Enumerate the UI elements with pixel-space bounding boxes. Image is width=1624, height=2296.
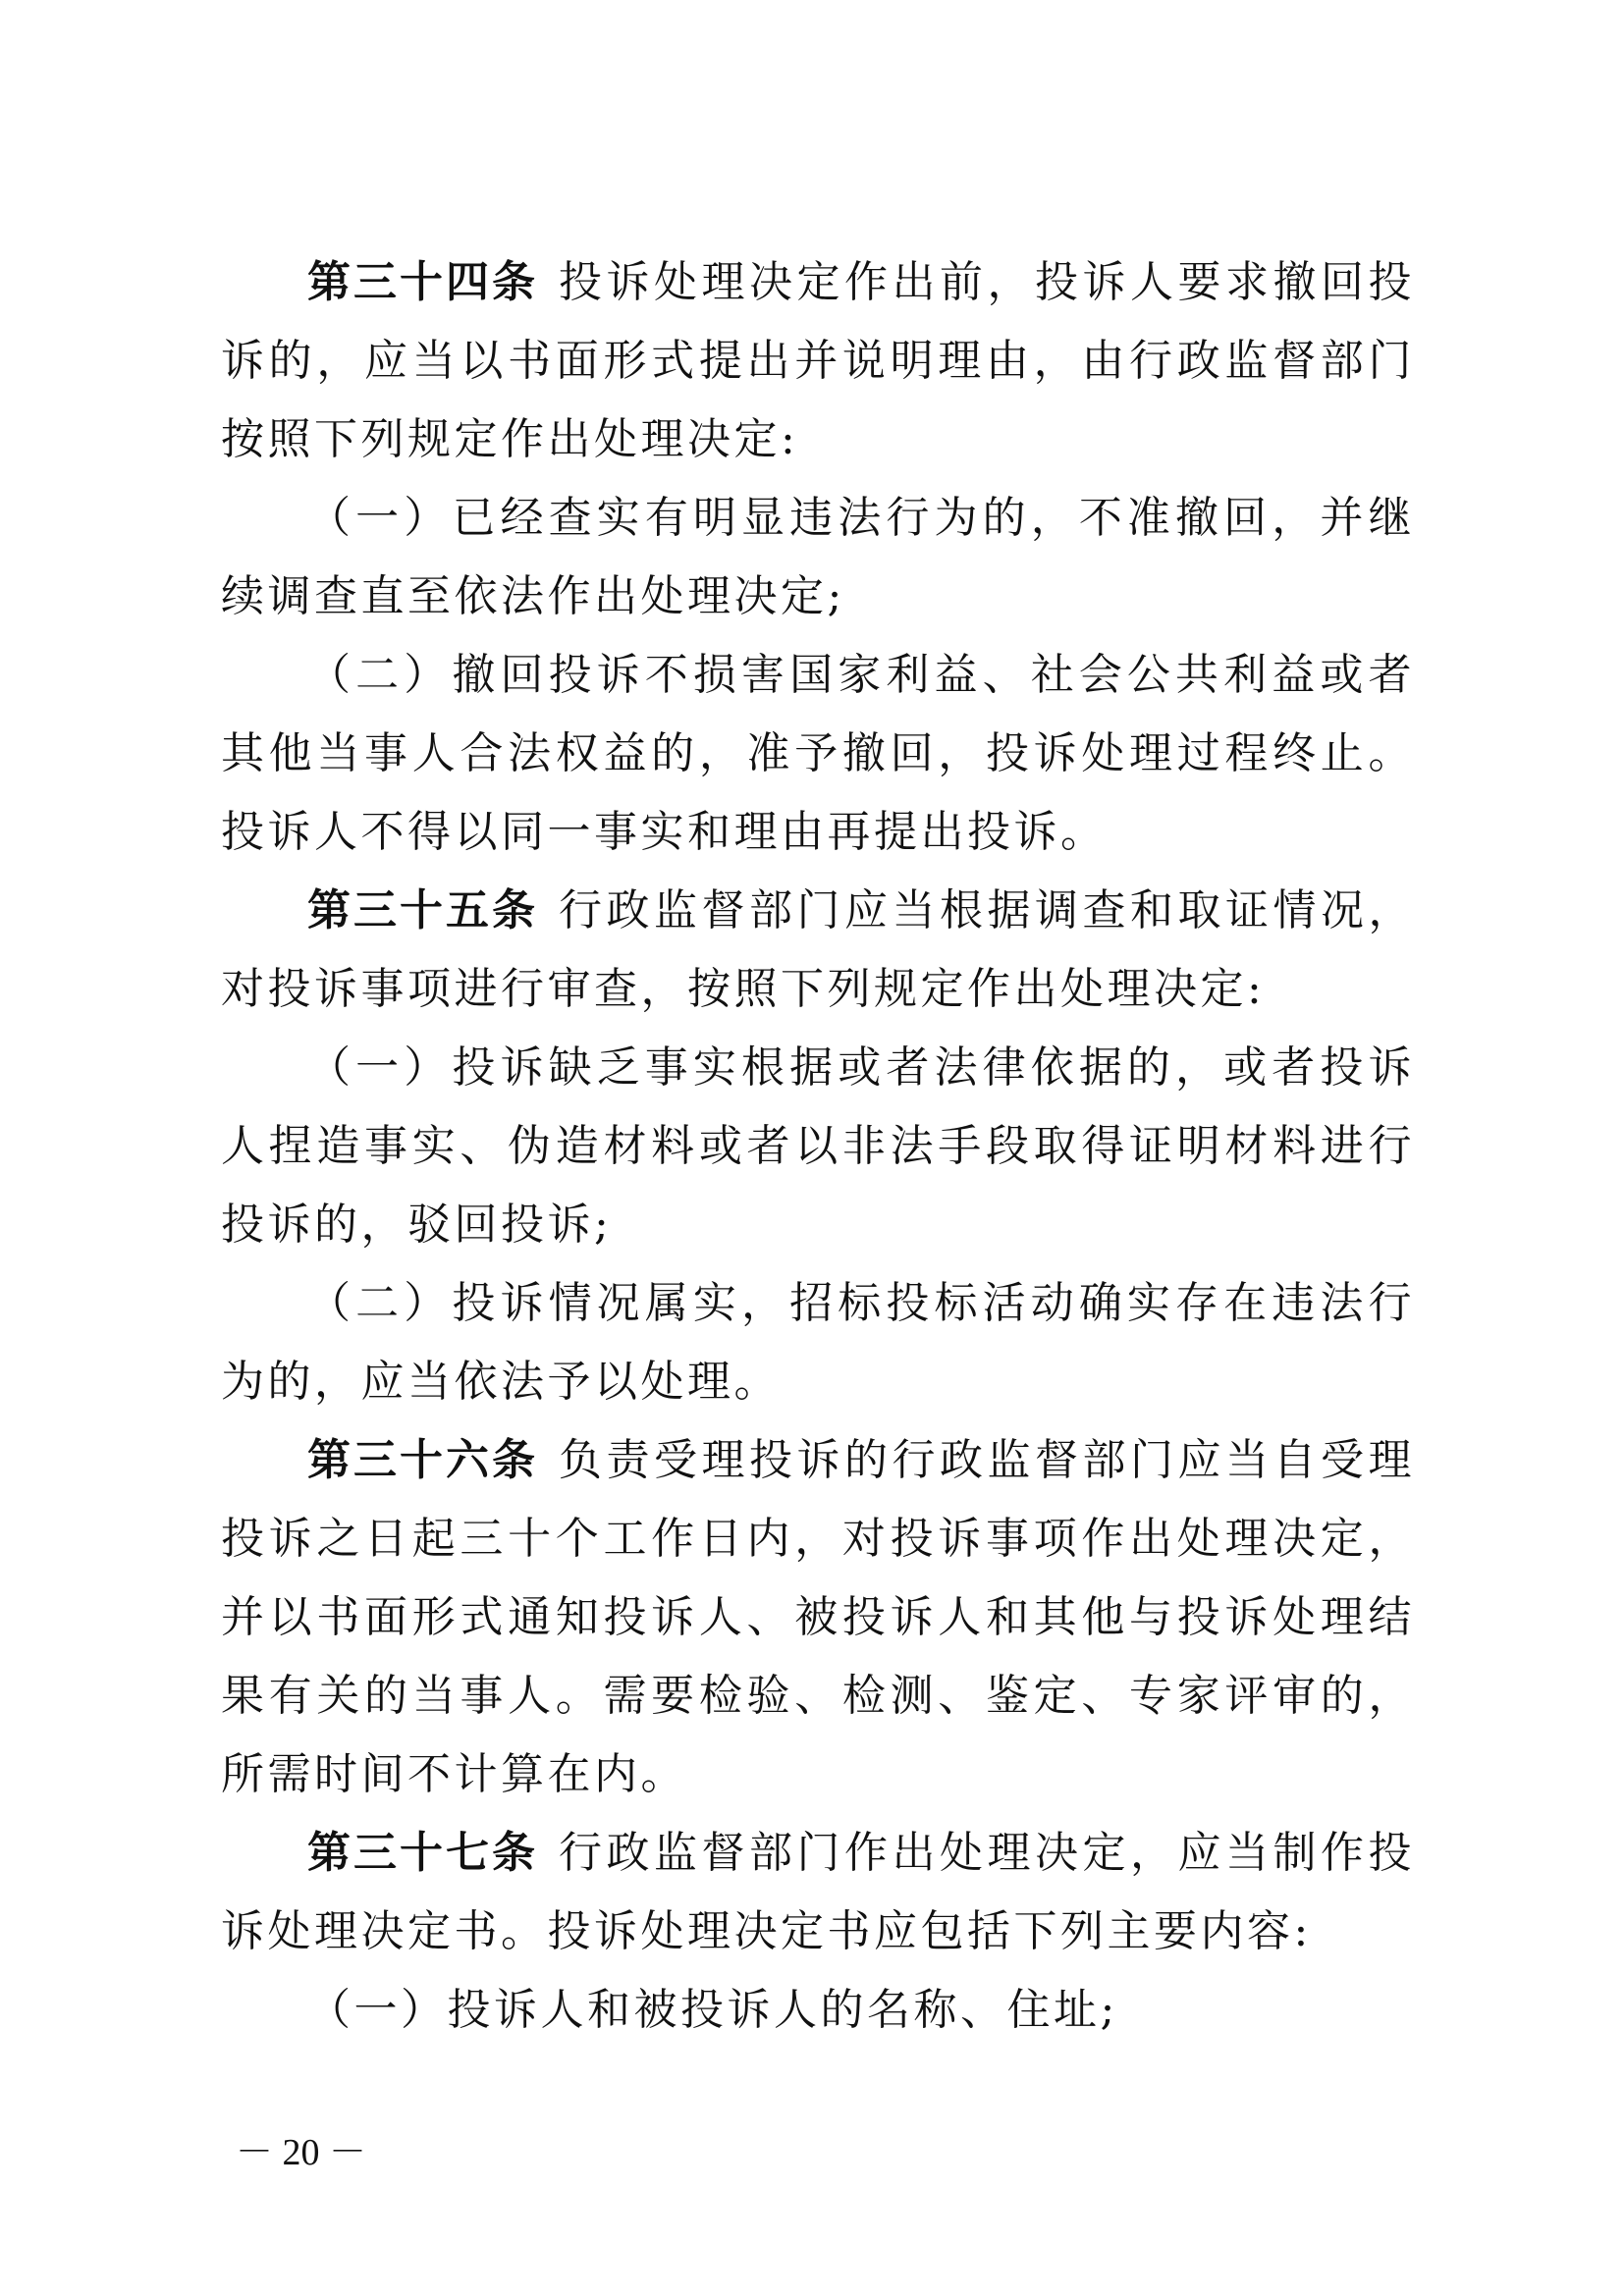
paragraph-text: 投诉处理决定作出前，投诉人要求撤回投诉的，应当以书面形式提出并说明理由，由行政监督部门按照下列规定作出处理决定: [221, 257, 1415, 464]
paragraph-text: （一）投诉人和被投诉人的名称、住址; [307, 1985, 1118, 2035]
article-35-clause-2 [221, 1264, 1415, 1421]
paragraph-text: （一）投诉缺乏事实根据或者法律依据的，或者投诉人捏造事实、伪造材料或者以非法手段取得证明材料进行投诉的，驳回投诉; [221, 1042, 1415, 1250]
page-number: － 20 － [236, 2132, 367, 2173]
article-heading: 第三十六条 [307, 1435, 538, 1485]
paragraph-text: 负责受理投诉的行政监督部门应当自受理投诉之日起三十个工作日内，对投诉事项作出处理决定，并以书面形式通知投诉人、被投诉人和其他与投诉处理结果有关的当事人。需要检验、检测、鉴定、专家评审的，所需时间不计算在内。 [221, 1435, 1415, 1799]
paragraph-text: 行政监督部门作出处理决定，应当制作投诉处理决定书。投诉处理决定书应包括下列主要内容: [221, 1828, 1415, 1956]
paragraph-text: （二）撤回投诉不损害国家利益、社会公共利益或者其他当事人合法权益的，准予撤回，投诉处理过程终止。投诉人不得以同一事实和理由再提出投诉。 [221, 650, 1415, 857]
article-34-clause-2 [221, 636, 1415, 872]
paragraph-text: （二）投诉情况属实，招标投标活动确实存在违法行为的，应当依法予以处理。 [221, 1278, 1415, 1407]
paragraph-text: 行政监督部门应当根据调查和取证情况，对投诉事项进行审查，按照下列规定作出处理决定: [221, 885, 1415, 1014]
article-37 [221, 1814, 1415, 1971]
article-34-clause-1 [221, 479, 1415, 636]
article-35-clause-1 [221, 1029, 1415, 1264]
article-34 [221, 243, 1415, 479]
article-36 [221, 1421, 1415, 1814]
article-heading: 第三十四条 [307, 257, 538, 307]
article-heading: 第三十五条 [307, 885, 538, 935]
article-heading: 第三十七条 [307, 1828, 538, 1878]
article-35 [221, 872, 1415, 1029]
article-37-clause-1 [221, 1971, 1415, 2050]
paragraph-text: （一）已经查实有明显违法行为的，不准撤回，并继续调查直至依法作出处理决定; [221, 493, 1415, 621]
document-body [221, 243, 1415, 2050]
